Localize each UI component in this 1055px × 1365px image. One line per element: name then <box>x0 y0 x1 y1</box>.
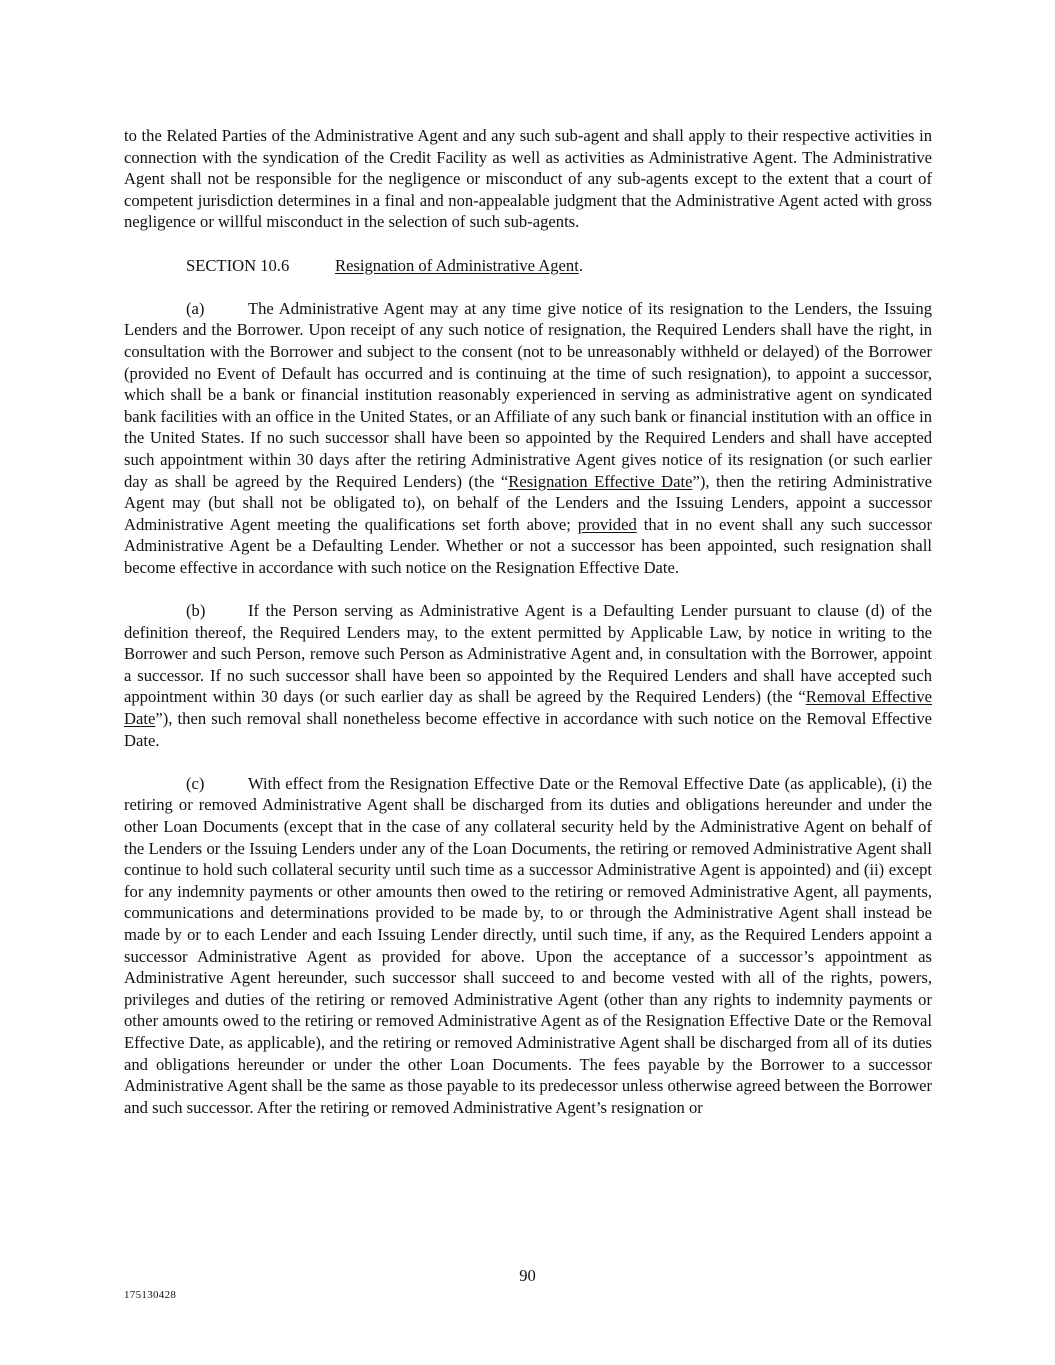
section-number: SECTION 10.6 <box>186 255 290 275</box>
paragraph-b <box>124 600 932 751</box>
defined-term-removal-effective-date: Removal Effective Date <box>124 687 932 729</box>
document-id: 175130428 <box>124 1289 177 1301</box>
paragraph-a-text-2: ”), then the retiring Administrative Agent may (but shall not be obligated to), on behalf of the Lenders and the Issuing Lenders, appoint a successor Administrative Agent meeting the qualifications set forth above; <box>124 471 932 534</box>
continuation-paragraph: to the Related Parties of the Administrative Agent and any such sub-agent and shall apply to their respective activities in connection with the syndication of the Credit Facility as well as activities as Administrative Agent. The Administrative Agent shall not be responsible for the negligence or misconduct of any sub-agents except to the extent that a court of competent jurisdiction determines in a final and non-appealable judgment that the Administrative Agent acted with gross negligence or willful misconduct in the selection of such sub-agents. <box>124 126 932 232</box>
paragraph-b-text-2: ”), then such removal shall nonetheless become effective in accordance with such notice on the Removal Effective Date. <box>124 709 932 750</box>
paragraph-b-label: (b) <box>186 601 206 621</box>
paragraph-a-label: (a) <box>186 298 205 318</box>
proviso-provided: provided <box>577 514 637 534</box>
paragraph-a-text-1: The Administrative Agent may at any time give notice of its resignation to the Lenders, the Issuing Lenders and the Borrower. Upon receipt of any such notice of resignation, the Required Lenders shall have the right, in consultation with the Borrower and subject to the consent (not to be unreasonably withheld or delayed) of the Borrower (provided no Event of Default has occurred and is continuing at the time of such resignation), to appoint a successor, which shall be a bank or financial institution reasonably experienced in serving as administrative agent on syndicated bank facilities with an office in the United States, or an Affiliate of any such bank or financial institution with an office in the United States. If no such successor shall have been so appointed by the Required Lenders and shall have accepted such appointment within 30 days after the retiring Administrative Agent gives notice of its resignation (or such earlier day as shall be agreed by the Required Lenders) (the “ <box>124 298 932 491</box>
paragraph-c-text: With effect from the Resignation Effective Date or the Removal Effective Date (as applicable), (i) the retiring or removed Administrative Agent shall be discharged from its duties and obligations hereunder and under the other Loan Documents (except that in the case of any collateral security held by the Administrative Agent on behalf of the Lenders or the Issuing Lenders under any of the Loan Documents, the retiring or removed Administrative Agent shall continue to hold such collateral security until such time as a successor Administrative Agent is appointed) and (ii) except for any indemnity payments or other amounts then owed to the retiring or removed Administrative Agent, all payments, communications and determinations provided to be made by, to or through the Administrative Agent shall instead be made by or to each Lender and each Issuing Lender directly, until such time, if any, as the Required Lenders appoint a successor Administrative Agent as provided for above. Upon the acceptance of a successor’s appointment as Administrative Agent hereunder, such successor shall succeed to and become vested with all of the rights, powers, privileges and duties of the retiring or removed Administrative Agent (other than any rights to indemnity payments or other amounts owed to the retiring or removed Administrative Agent as of the Resignation Effective Date or the Removal Effective Date, as applicable), and the retiring or removed Administrative Agent shall be discharged from all of its duties and obligations hereunder or under the other Loan Documents. The fees payable by the Borrower to a successor Administrative Agent shall be the same as those payable to its predecessor unless otherwise agreed between the Borrower and such successor. After the retiring or removed Administrative Agent’s resignation or <box>124 773 932 1117</box>
page-body <box>124 125 932 1118</box>
paragraph-b-text-1: If the Person serving as Administrative Agent is a Defaulting Lender pursuant to clause (d) of the definition thereof, the Required Lenders may, to the extent permitted by Applicable Law, by notice in writing to the Borrower and such Person, remove such Person as Administrative Agent and, in consultation with the Borrower, appoint a successor. If no such successor shall have been so appointed by the Required Lenders and shall have accepted such appointment within 30 days (or such earlier day as shall be agreed by the Required Lenders) (the “ <box>124 601 932 707</box>
section-title: Resignation of Administrative Agent <box>335 255 579 275</box>
section-heading <box>124 255 932 277</box>
paragraph-c <box>124 773 932 1119</box>
defined-term-resignation-effective-date: Resignation Effective Date <box>508 471 693 491</box>
page-number: 90 <box>519 1266 536 1285</box>
paragraph-c-label: (c) <box>186 773 205 793</box>
paragraph-a-text-3: that in no event shall any such successor Administrative Agent be a Defaulting Lender. Whether or not a successor has been appointed, such resignation shall become effective in accordance with such notice on the Resignation Effective Date. <box>124 514 932 577</box>
paragraph-a <box>124 298 932 579</box>
section-title-period: . <box>578 255 583 275</box>
